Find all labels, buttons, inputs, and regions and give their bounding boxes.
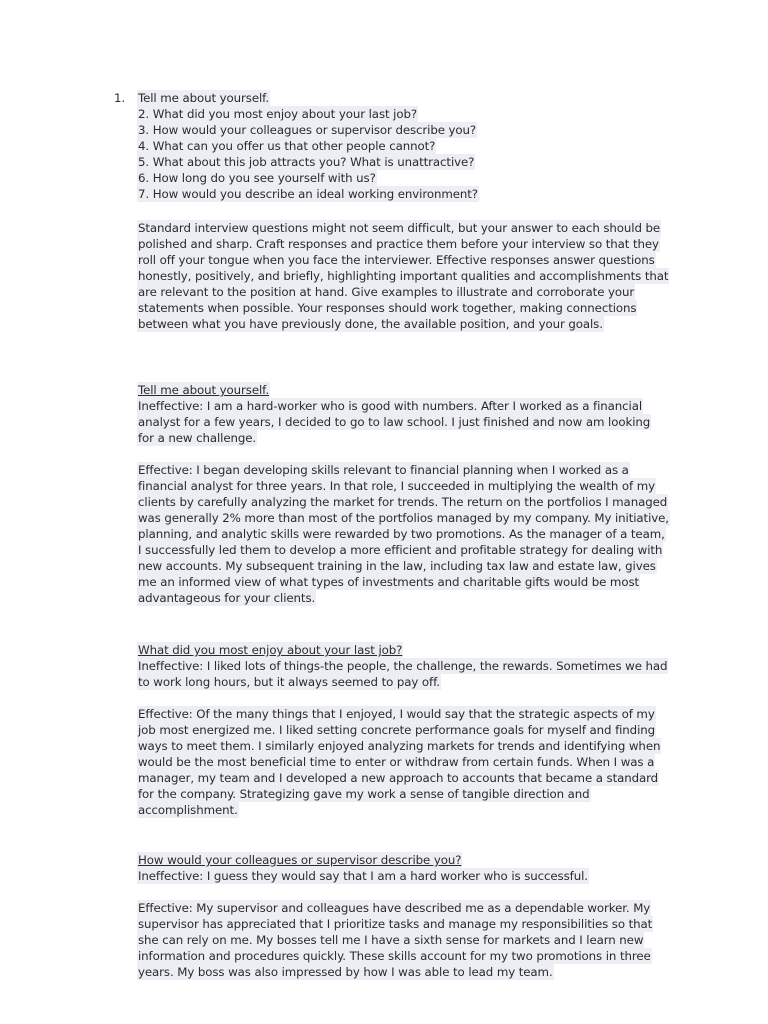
effective-line [138,916,652,932]
ineffective-line [138,430,256,446]
effective-line [138,948,651,964]
effective-text: manager, my team and I developed a new approach to accounts that became a standard [138,771,659,785]
effective-text: I successfully led them to develop a more efficient and profitable strategy for dealing with [138,543,663,557]
effective-text: ways to meet them. I similarly enjoyed analyzing markets for trends and identifying when [138,739,661,753]
ineffective-text: to work long hours, but it always seemed to pay off. [138,675,440,689]
intro-line [138,284,634,300]
effective-text: new accounts. My subsequent training in the law, including tax law and estate law, gives [138,559,656,573]
effective-line [138,802,238,818]
effective-line [138,526,665,542]
list-item [138,138,435,154]
intro-line [138,236,659,252]
list-item [138,90,269,106]
section-heading [138,382,269,398]
effective-line [138,964,553,980]
list-item [138,106,417,122]
effective-line [138,722,655,738]
effective-text: Effective: I began developing skills relevant to financial planning when I worked as a [138,463,629,477]
ineffective-line [138,398,642,414]
effective-text: information and procedures quickly. These skills account for my two promotions in three [138,949,651,963]
effective-text: me an informed view of what types of investments and charitable gifts would be most [138,575,640,589]
section-heading [138,852,461,868]
list-item-text: 5. What about this job attracts you? What is unattractive? [138,155,475,169]
list-number: 1. [114,91,126,105]
effective-text: accomplishment. [138,803,238,817]
list-item [138,186,478,202]
section-heading [138,642,402,658]
effective-line [138,900,650,916]
intro-line [138,252,655,268]
effective-line [138,462,629,478]
effective-text: supervisor has appreciated that I prioritize tasks and manage my responsibilities so that [138,917,653,931]
effective-text: Effective: Of the many things that I enjoyed, I would say that the strategic aspects of my [138,707,655,721]
effective-text: she can rely on me. My bosses tell me I have a sixth sense for markets and I learn new [138,933,644,947]
intro-text: statements when possible. Your responses should work together, making connections [138,301,637,315]
intro-text: honestly, positively, and briefly, highlighting important qualities and accomplishments that [138,269,669,283]
effective-text: clients by carefully analyzing the market for trends. The return on the portfolios I managed [138,495,668,509]
effective-line [138,754,654,770]
effective-line [138,574,639,590]
effective-line [138,558,656,574]
section-heading-text: What did you most enjoy about your last job? [138,643,403,657]
effective-text: years. My boss was also impressed by how I was able to lead my team. [138,965,553,979]
list-item [138,170,376,186]
list-item-text: 2. What did you most enjoy about your last job? [138,107,418,121]
intro-text: are relevant to the position at hand. Give examples to illustrate and corroborate your [138,285,635,299]
list-item-text: 7. How would you describe an ideal working environment? [138,187,478,201]
effective-text: job most energized me. I liked setting concrete performance goals for myself and finding [138,723,656,737]
effective-line [138,590,315,606]
list-item-text: 4. What can you offer us that other people cannot? [138,139,436,153]
list-item [138,122,476,138]
effective-line [138,494,667,510]
intro-text: Standard interview questions might not seem difficult, but your answer to each should be [138,221,661,235]
intro-line [138,268,668,284]
effective-text: Effective: My supervisor and colleagues have described me as a dependable worker. My [138,901,651,915]
ineffective-line [138,868,588,884]
ineffective-line [138,414,650,430]
intro-line [138,316,603,332]
section-heading-text: How would your colleagues or supervisor describe you? [138,853,462,867]
effective-line [138,542,662,558]
section-heading-text: Tell me about yourself. [138,383,270,397]
ineffective-text: for a new challenge. [138,431,257,445]
effective-text: would be the most beneficial time to enter or withdraw from certain funds. When I was a [138,755,655,769]
effective-text: planning, and analytic skills were rewarded by two promotions. As the manager of a team, [138,527,665,541]
ineffective-text: Ineffective: I am a hard-worker who is good with numbers. After I worked as a financial [138,399,642,413]
intro-text: polished and sharp. Craft responses and practice them before your interview so that they [138,237,659,251]
effective-line [138,786,590,802]
effective-line [138,738,660,754]
list-item-text: Tell me about yourself. [138,91,270,105]
intro-text: roll off your tongue when you face the interviewer. Effective responses answer questions [138,253,655,267]
list-item [138,154,474,170]
intro-line [138,300,636,316]
ineffective-line [138,658,667,674]
ineffective-text: analyst for a few years, I decided to go to law school. I just finished and now am looking [138,415,651,429]
effective-text: for the company. Strategizing gave my work a sense of tangible direction and [138,787,590,801]
effective-line [138,706,655,722]
effective-text: financial analyst for three years. In that role, I succeeded in multiplying the wealth of my [138,479,655,493]
ineffective-line [138,674,440,690]
effective-line [138,478,655,494]
effective-text: was generally 2% more than most of the portfolios managed by my company. My initiative, [138,511,669,525]
list-item-text: 3. How would your colleagues or supervisor describe you? [138,123,477,137]
effective-text: advantageous for your clients. [138,591,316,605]
intro-line [138,220,660,236]
intro-text: between what you have previously done, the available position, and your goals. [138,317,603,331]
effective-line [138,510,669,526]
ineffective-text: Ineffective: I guess they would say that I am a hard worker who is successful. [138,869,588,883]
ineffective-text: Ineffective: I liked lots of things-the people, the challenge, the rewards. Sometimes we had [138,659,668,673]
effective-line [138,932,643,948]
list-item-text: 6. How long do you see yourself with us? [138,171,376,185]
effective-line [138,770,658,786]
